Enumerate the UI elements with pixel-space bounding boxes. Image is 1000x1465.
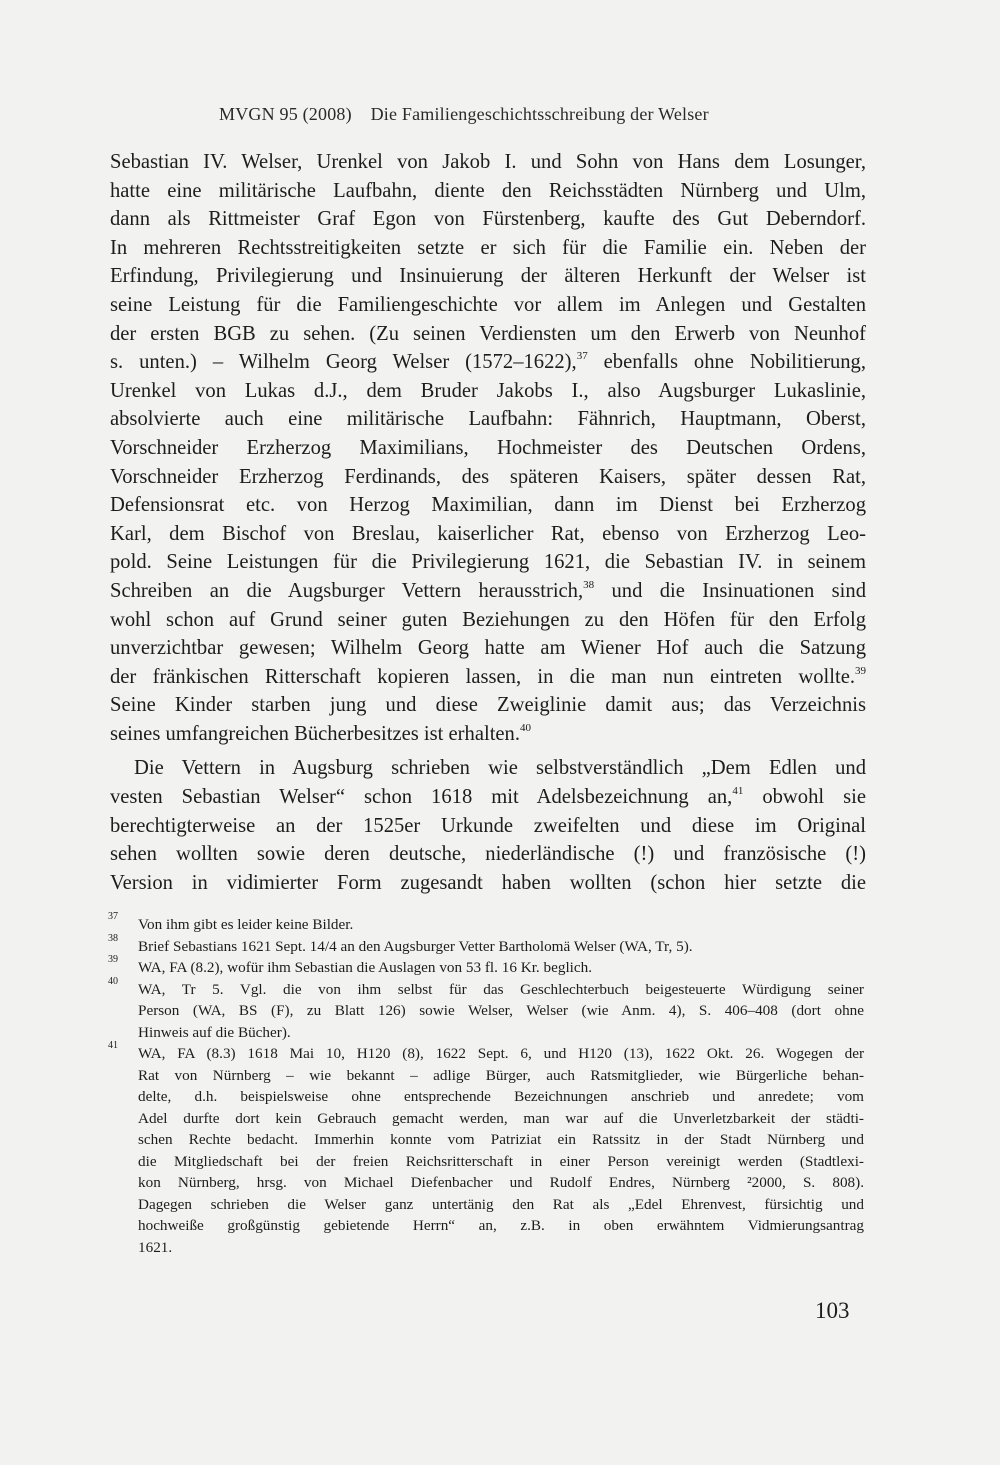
text-line: Seine Kinder starben jung und diese Zweiglinie damit aus; das Verzeichnis	[110, 694, 866, 717]
footnote-line: kon Nürnberg, hrsg. von Michael Diefenbacher und Rudolf Endres, Nürnberg ²2000, S. 808).	[138, 1174, 864, 1191]
text-line	[110, 720, 866, 749]
footnote-ref[interactable]: 39	[855, 664, 866, 677]
text-segment: s. unten.) – Wilhelm Georg Welser (1572–1622),	[110, 351, 577, 374]
footnote-line: WA, FA (8.2), wofür ihm Sebastian die Auslagen von 53 fl. 16 Kr. beglich.	[138, 959, 593, 976]
footnote-line: Brief Sebastians 1621 Sept. 14/4 an den Augsburger Vetter Bartholomä Welser (WA, Tr, 5).	[138, 937, 693, 955]
footnote-line: Hinweis auf die Bücher).	[138, 1023, 291, 1041]
footnote-38	[108, 932, 864, 958]
footnote-number: 40	[108, 975, 118, 987]
text-line	[110, 663, 866, 692]
footnote-number: 39	[108, 954, 118, 965]
text-line	[110, 348, 866, 377]
text-line: Sebastian IV. Welser, Urenkel von Jakob I. und Sohn von Hans dem Losunger,	[110, 151, 866, 173]
footnote-ref[interactable]: 40	[520, 722, 532, 735]
footnote-40	[108, 975, 864, 1044]
footnote-line: hochweiße großgünstig gebietende Herrn“ an, z.B. in oben erwähntem Vidmierungsantrag	[138, 1217, 864, 1234]
text-segment: und die Insinuationen sind	[594, 579, 866, 602]
footnote-37	[108, 911, 864, 936]
text-line: der ersten BGB zu sehen. (Zu seinen Verdiensten um den Erwerb von Neunhof	[110, 322, 866, 345]
footnote-ref[interactable]: 41	[732, 785, 744, 798]
text-line: hatte eine militärische Laufbahn, diente den Reichsstädten Nürnberg und Ulm,	[110, 179, 866, 202]
text-line: wohl schon auf Grund seiner guten Beziehungen zu den Höfen für den Erfolg	[110, 608, 866, 631]
text-line: dann als Rittmeister Graf Egon von Fürstenberg, kaufte des Gut Deberndorf.	[110, 208, 866, 231]
footnote-line: WA, FA (8.3) 1618 Mai 10, H120 (8), 1622 Sept. 6, und H120 (13), 1622 Okt. 26. Wogegen der	[138, 1045, 864, 1062]
text-segment: obwohl sie	[743, 786, 866, 809]
running-header: MVGN 95 (2008) Die Familiengeschichtsschreibung der Welser	[219, 104, 709, 124]
text-segment: seines umfangreichen Bücherbesitzes ist erhalten.	[110, 722, 521, 745]
text-line: pold. Seine Leistungen für die Privilegierung 1621, die Sebastian IV. in seinem	[110, 551, 866, 574]
footnote-41	[108, 1040, 864, 1258]
text-segment: der fränkischen Ritterschaft kopieren lassen, in die man nun eintreten wollte.	[110, 665, 855, 688]
text-segment: Schreiben an die Augsburger Vettern herausstrich,	[110, 579, 584, 602]
text-segment: vesten Sebastian Welser“ schon 1618 mit Adelsbezeichnung an,	[110, 786, 733, 809]
footnote-line: Person (WA, BS (F), zu Blatt 126) sowie Welser, Welser (wie Anm. 4), S. 406–408 (dort ohne	[138, 1002, 864, 1019]
text-line: Karl, dem Bischof von Breslau, kaiserlicher Rat, ebenso von Erzherzog Leo-	[110, 522, 866, 545]
footnote-line: die Mitgliedschaft bei der freien Reichsritterschaft in einer Person vereinigt werden (Stadtlexi-	[138, 1152, 864, 1170]
text-line: absolvierte auch eine militärische Laufbahn: Fähnrich, Hauptmann, Oberst,	[110, 408, 866, 431]
footnote-line: 1621.	[138, 1238, 173, 1256]
footnote-line: Von ihm gibt es leider keine Bilder.	[138, 916, 354, 933]
page-number: 103	[815, 1298, 850, 1323]
text-line: seine Leistung für die Familiengeschichte vor allem im Anlegen und Gestalten	[110, 293, 866, 316]
footnote-line: schen Rechte bedacht. Immerhin konnte vom Patriziat ein Ratssitz in der Stadt Nürnberg und	[138, 1131, 864, 1148]
text-line	[110, 577, 866, 606]
footnote-number: 41	[108, 1040, 118, 1051]
text-line: Version in vidimierter Form zugesandt haben wollten (schon hier setzte die	[110, 871, 866, 894]
footnote-line: Adel durfte dort kein Gebrauch gemacht werden, man war auf die Unverletzbarkeit der städti-	[138, 1109, 864, 1127]
text-line: Erfindung, Privilegierung und Insinuierung der älteren Herkunft der Welser ist	[110, 265, 866, 288]
text-line: Vorschneider Erzherzog Maximilians, Hochmeister des Deutschen Ordens,	[110, 436, 866, 459]
footnote-line: WA, Tr 5. Vgl. die von ihm selbst für das Geschlechterbuch beigesteuerte Würdigung seiner	[138, 980, 864, 998]
text-line: Vorschneider Erzherzog Ferdinands, des späteren Kaisers, später dessen Rat,	[110, 465, 866, 488]
footnote-line: Dagegen schrieben die Welser ganz untertänig den Rat als „Edel Ehrenvest, fürsichtig und	[138, 1195, 864, 1213]
text-line: Urenkel von Lukas d.J., dem Bruder Jakobs I., also Augsburger Lukaslinie,	[110, 379, 866, 402]
main-text	[110, 148, 866, 897]
footnote-number: 38	[108, 932, 118, 944]
text-segment: ebenfalls ohne Nobilitierung,	[587, 351, 867, 374]
footnote-number: 37	[108, 911, 118, 922]
footnote-line: delte, d.h. beispielsweise ohne entsprechende Bezeichnungen anschrieb und anredete; vom	[138, 1088, 864, 1105]
text-line: Defensionsrat etc. von Herzog Maximilian, dann im Dienst bei Erzherzog	[110, 494, 866, 517]
footnote-39	[108, 954, 864, 979]
text-line	[110, 783, 866, 812]
footnote-line: Rat von Nürnberg – wie bekannt – adlige Bürger, auch Ratsmitglieder, wie Bürgerliche behan-	[138, 1066, 864, 1084]
footnotes	[108, 911, 864, 1258]
text-line: In mehreren Rechtsstreitigkeiten setzte er sich für die Familie ein. Neben der	[110, 236, 866, 259]
text-line: Die Vettern in Augsburg schrieben wie selbstverständlich „Dem Edlen und	[134, 757, 866, 780]
footnote-ref[interactable]: 38	[583, 579, 595, 592]
footnote-ref[interactable]: 37	[576, 350, 588, 363]
text-line: sehen wollten sowie deren deutsche, niederländische (!) und französische (!)	[110, 843, 866, 866]
text-line: berechtigterweise an der 1525er Urkunde zweifelten und diese im Original	[110, 814, 866, 837]
text-line: unverzichtbar gewesen; Wilhelm Georg hatte am Wiener Hof auch die Satzung	[110, 637, 866, 660]
